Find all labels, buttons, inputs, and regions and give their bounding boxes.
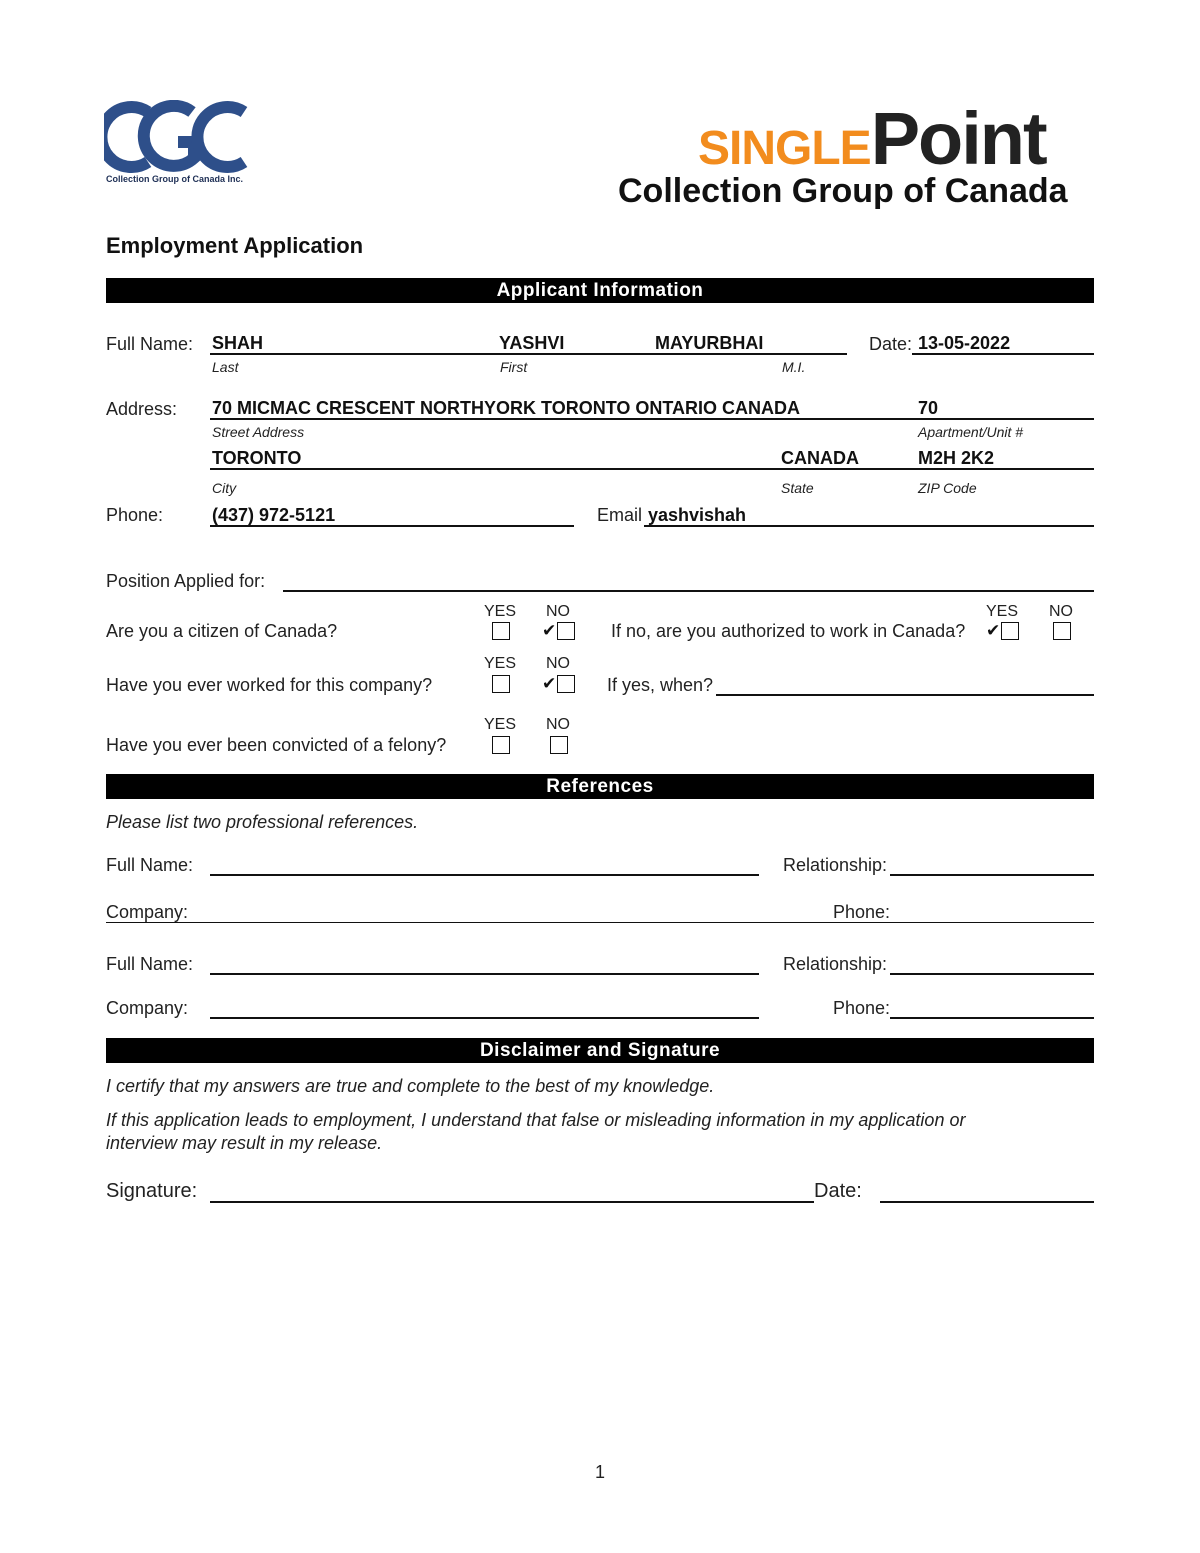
worked-before-question: Have you ever worked for this company? <box>106 675 433 695</box>
citizen-yes-checkbox[interactable] <box>492 622 510 640</box>
worked-yes-checkbox[interactable] <box>492 675 510 693</box>
felony-no-checkbox[interactable] <box>550 736 568 754</box>
phone-value[interactable]: (437) 972-5121 <box>212 505 336 525</box>
ref2-phone-label: Phone: <box>833 998 891 1018</box>
if-yes-when-underline[interactable] <box>716 694 1094 696</box>
cgc-logo-subtitle: Collection Group of Canada Inc. <box>106 174 244 184</box>
ref2-full-name-label: Full Name: <box>106 954 194 974</box>
position-underline[interactable] <box>283 590 1094 592</box>
signature-date-label: Date: <box>814 1180 862 1202</box>
phone-underline <box>210 525 574 527</box>
authorized-yes-checkmark: ✔ <box>986 621 1001 640</box>
full-name-label: Full Name: <box>106 334 194 354</box>
date-value[interactable]: 13-05-2022 <box>918 333 1011 353</box>
date-label: Date: <box>869 334 913 354</box>
authorized-no-label: NO <box>1049 603 1073 620</box>
ref2-relationship-underline[interactable] <box>890 973 1094 975</box>
citizen-no-label: NO <box>546 603 570 620</box>
email-value[interactable]: yashvishah <box>648 505 747 525</box>
ref1-relationship-underline[interactable] <box>890 874 1094 876</box>
signature-date-underline[interactable] <box>880 1201 1094 1203</box>
street-value[interactable]: 70 MICMAC CRESCENT NORTHYORK TORONTO ONTARIO CANADA <box>212 398 801 418</box>
worked-no-checkbox[interactable] <box>557 675 575 693</box>
city-caption: City <box>212 480 237 496</box>
street-underline <box>210 418 1094 420</box>
mi-caption: M.I. <box>782 359 806 375</box>
middle-name-value[interactable]: MAYURBHAI <box>655 333 764 353</box>
citizen-no-checkbox[interactable] <box>557 622 575 640</box>
felony-no-label: NO <box>546 716 570 733</box>
date-underline <box>912 353 1094 355</box>
street-caption: Street Address <box>212 424 305 440</box>
first-name-value[interactable]: YASHVI <box>499 333 565 353</box>
citizen-no-checkmark: ✔ <box>542 621 557 640</box>
disclaimer-line-3: interview may result in my release. <box>106 1133 383 1153</box>
citizen-yes-label: YES <box>484 603 517 620</box>
last-name-value[interactable]: SHAH <box>212 333 264 353</box>
worked-no-checkmark: ✔ <box>542 674 557 693</box>
cgc-logo <box>104 100 254 190</box>
state-caption: State <box>781 480 814 496</box>
email-label: Email <box>597 505 643 525</box>
disclaimer-section-bar: Disclaimer and Signature <box>106 1038 1094 1063</box>
ref1-full-name-underline[interactable] <box>210 874 759 876</box>
position-label: Position Applied for: <box>106 571 266 591</box>
ref2-company-underline[interactable] <box>210 1017 759 1019</box>
first-caption: First <box>500 359 528 375</box>
ref2-company-label: Company: <box>106 998 189 1018</box>
apartment-value[interactable]: 70 <box>918 398 939 418</box>
authorized-yes-checkbox[interactable] <box>1001 622 1019 640</box>
email-underline <box>644 525 1094 527</box>
disclaimer-line-2: If this application leads to employment, I understand that false or misleading information in my application or <box>106 1110 966 1130</box>
ref1-company-label: Company: <box>106 902 189 922</box>
ref2-relationship-label: Relationship: <box>783 954 888 974</box>
singlepoint-logo <box>698 96 1046 181</box>
full-name-underline <box>210 353 847 355</box>
references-intro: Please list two professional references. <box>106 812 419 832</box>
authorized-yes-label: YES <box>986 603 1019 620</box>
worked-no-label: NO <box>546 655 570 672</box>
ref1-relationship-label: Relationship: <box>783 855 888 875</box>
address-label: Address: <box>106 399 178 419</box>
phone-label: Phone: <box>106 505 164 525</box>
citizen-question: Are you a citizen of Canada? <box>106 621 338 641</box>
references-section-bar: References <box>106 774 1094 799</box>
singlepoint-single: SINGLE <box>698 122 871 175</box>
felony-yes-label: YES <box>484 716 517 733</box>
state-value[interactable]: CANADA <box>781 448 859 468</box>
ref2-phone-underline[interactable] <box>890 1017 1094 1019</box>
company-name: Collection Group of Canada <box>618 172 1068 210</box>
city-underline <box>210 468 1094 470</box>
ref2-full-name-underline[interactable] <box>210 973 759 975</box>
authorized-no-checkbox[interactable] <box>1053 622 1071 640</box>
felony-yes-checkbox[interactable] <box>492 736 510 754</box>
ref1-full-name-label: Full Name: <box>106 855 194 875</box>
authorized-question: If no, are you authorized to work in Canada? <box>611 621 966 641</box>
applicant-section-bar: Applicant Information <box>106 278 1094 303</box>
page-number: 1 <box>595 1462 606 1482</box>
ref1-company-underline[interactable] <box>106 922 1094 923</box>
last-caption: Last <box>212 359 239 375</box>
apartment-caption: Apartment/Unit # <box>918 424 1024 440</box>
worked-yes-label: YES <box>484 655 517 672</box>
felony-question: Have you ever been convicted of a felony? <box>106 735 447 755</box>
city-value[interactable]: TORONTO <box>212 448 302 468</box>
signature-label: Signature: <box>106 1180 198 1202</box>
disclaimer-line-1: I certify that my answers are true and complete to the best of my knowledge. <box>106 1076 715 1096</box>
cgc-logo-mark <box>104 100 254 174</box>
singlepoint-point: Point <box>870 97 1046 180</box>
ref1-phone-label: Phone: <box>833 902 891 922</box>
zip-caption: ZIP Code <box>918 480 977 496</box>
signature-underline[interactable] <box>210 1201 814 1203</box>
zip-value[interactable]: M2H 2K2 <box>918 448 995 468</box>
form-title: Employment Application <box>106 233 364 258</box>
if-yes-when-label: If yes, when? <box>607 675 714 695</box>
